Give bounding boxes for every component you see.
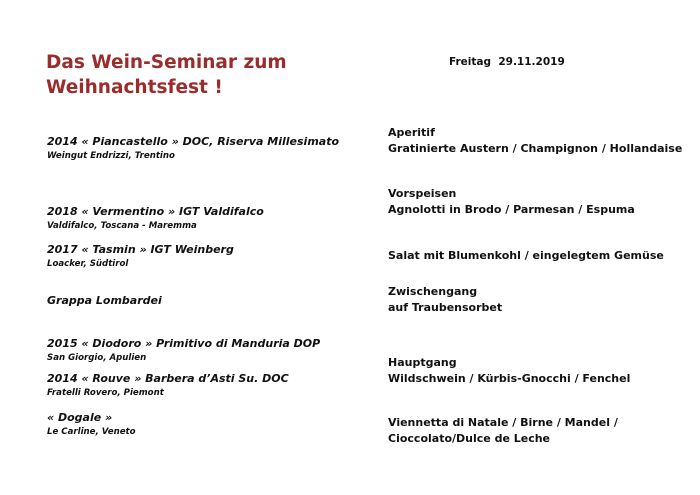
wine-origin: Fratelli Rovero, Piemont xyxy=(47,388,164,398)
wine-name: 2018 « Vermentino » IGT Valdifalco xyxy=(47,205,264,218)
course-item xyxy=(388,355,630,387)
wine-name: « Dogale » xyxy=(47,411,113,424)
course-item xyxy=(388,415,618,447)
course-detail: Agnolotti in Brodo / Parmesan / Espuma xyxy=(388,203,635,216)
wine-name: Grappa Lombardei xyxy=(47,294,162,307)
wine-item xyxy=(47,337,320,364)
wine-origin: Loacker, Südtirol xyxy=(47,259,129,269)
title-line-2: Weihnachtsfest ! xyxy=(46,77,223,98)
course-detail: Gratinierte Austern / Champignon / Hollandaise xyxy=(388,142,683,155)
wine-item xyxy=(47,372,289,399)
course-title: Aperitif xyxy=(388,126,435,139)
wine-origin: Le Carline, Veneto xyxy=(47,427,136,437)
course-title: Zwischengang xyxy=(388,285,478,298)
wine-item xyxy=(47,205,264,232)
wine-origin: San Giorgio, Apulien xyxy=(47,353,147,363)
wine-item xyxy=(47,411,136,438)
course-detail: Wildschwein / Kürbis-Gnocchi / Fenchel xyxy=(388,372,631,385)
course-detail: Cioccolato/Dulce de Leche xyxy=(388,432,551,445)
course-title: Hauptgang xyxy=(388,356,457,369)
wine-origin: Valdifalco, Toscana - Maremma xyxy=(47,221,197,231)
wine-name: 2014 « Piancastello » DOC, Riserva Millesimato xyxy=(47,135,340,148)
wine-item xyxy=(47,243,234,270)
wine-origin: Weingut Endrizzi, Trentino xyxy=(47,151,175,161)
course-item xyxy=(388,248,664,264)
title-line-1: Das Wein-Seminar zum xyxy=(46,52,287,73)
course-title: Viennetta di Natale / Birne / Mandel / xyxy=(388,416,618,429)
wine-name: 2017 « Tasmin » IGT Weinberg xyxy=(47,243,234,256)
page-title xyxy=(46,50,287,100)
course-title: Salat mit Blumenkohl / eingelegtem Gemüse xyxy=(388,249,664,262)
wine-item xyxy=(47,135,339,162)
course-title: Vorspeisen xyxy=(388,187,457,200)
wine-name: 2014 « Rouve » Barbera d’Asti Su. DOC xyxy=(47,372,289,385)
course-item xyxy=(388,284,502,316)
event-date: Freitag 29.11.2019 xyxy=(449,56,565,68)
wine-item xyxy=(47,294,162,308)
course-detail: auf Traubensorbet xyxy=(388,301,503,314)
wine-name: 2015 « Diodoro » Primitivo di Manduria DOP xyxy=(47,337,321,350)
course-item xyxy=(388,186,635,218)
course-item xyxy=(388,125,682,157)
